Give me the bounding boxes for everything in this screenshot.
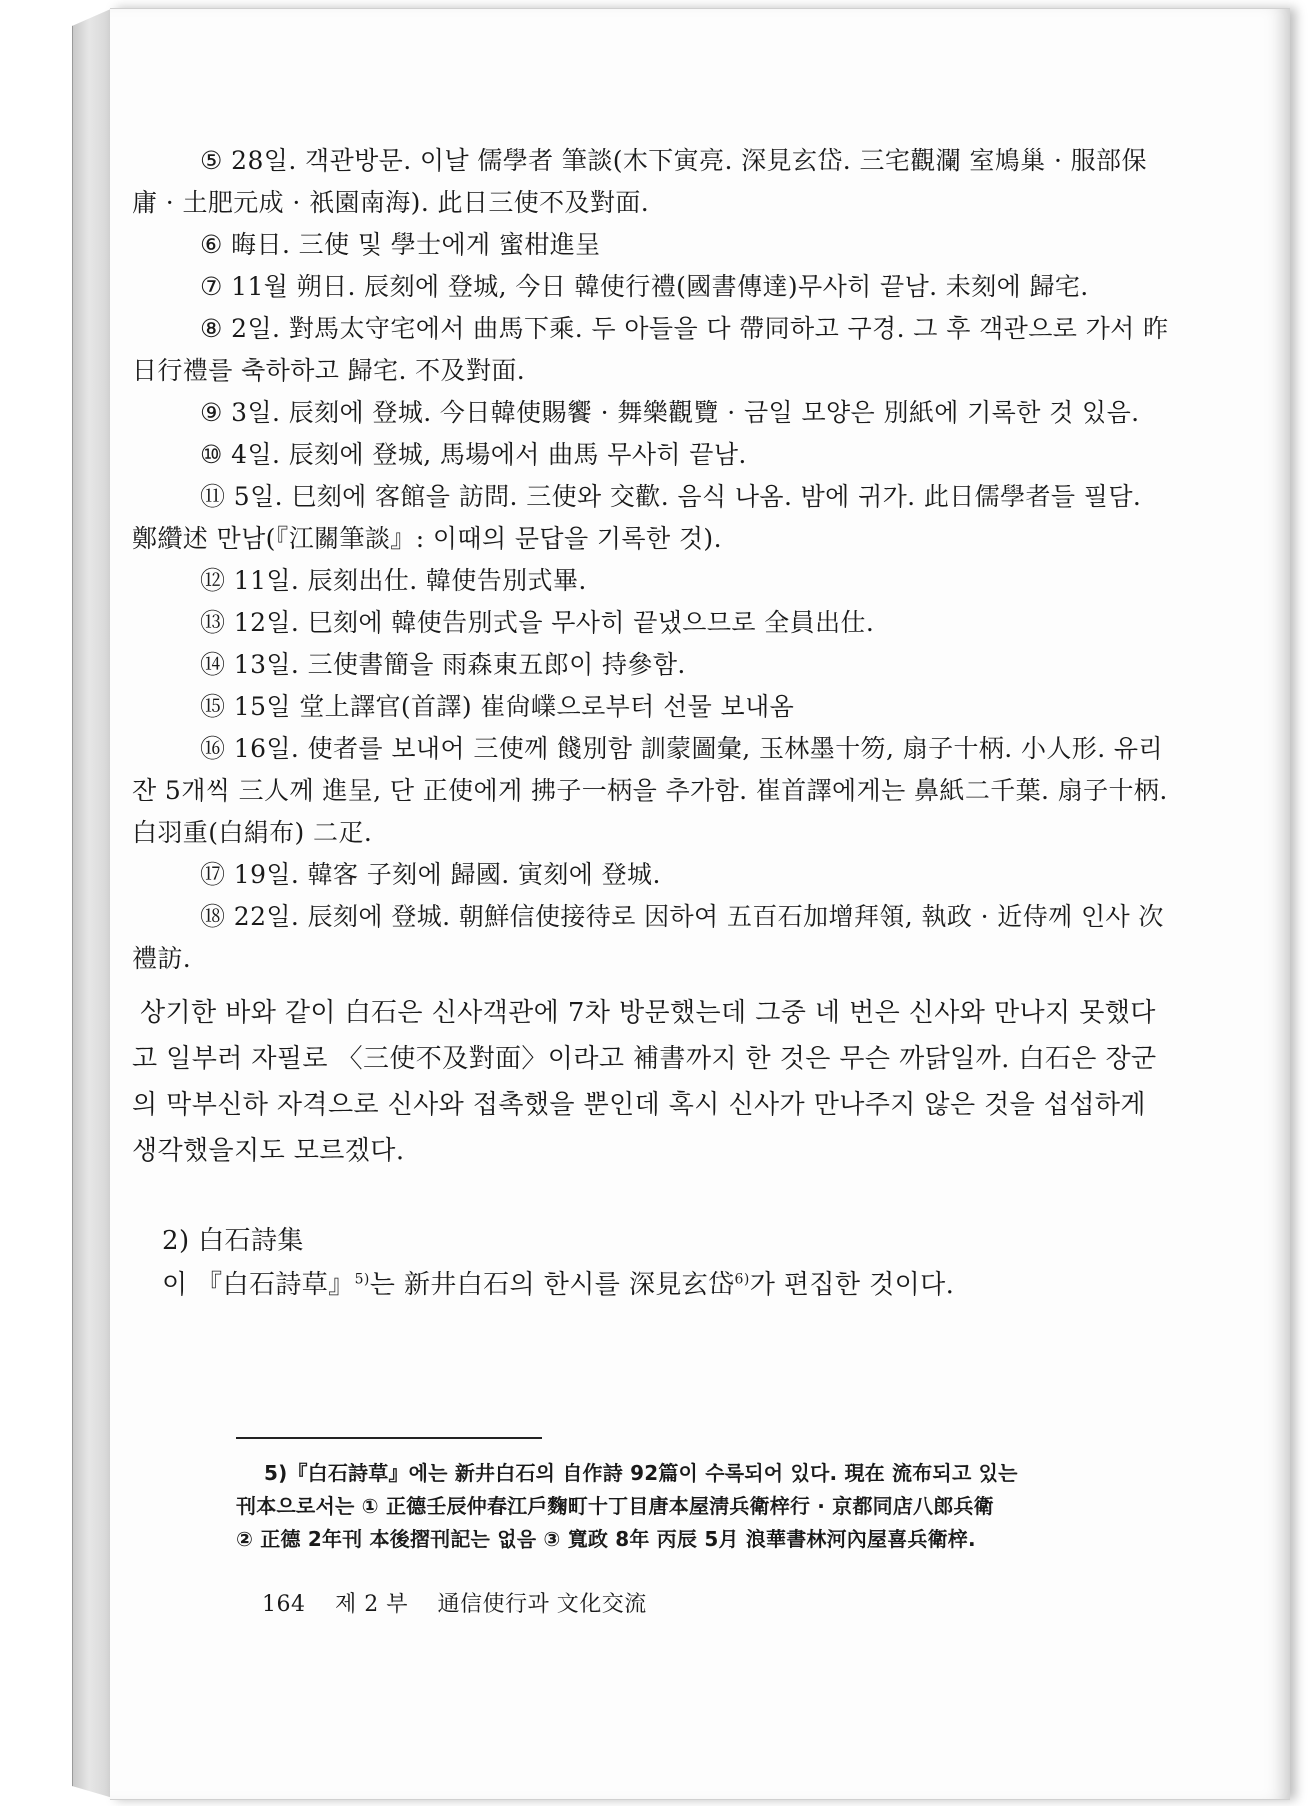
entry-text: 13일. 三使書簡을 雨森東五郎이 持參함. [233,650,686,679]
entry-number: ⑰ [200,860,226,889]
footnote-ref-5: 5) [354,1271,370,1288]
footnote-divider [236,1437,542,1439]
entry-text: 11월 朔日. 辰刻에 登城, 今日 韓使行禮(國書傳達)무사히 끝남. 未刻에 歸宅. [231,272,1089,301]
entry-text: 2일. 對馬太守宅에서 曲馬下乘. 두 아들을 다 帶同하고 구경. 그 후 객관으로 가서 昨日行禮를 축하하고 歸宅. 不及對面. [132,314,1169,385]
entry-number: ⑫ [200,566,226,595]
part-title: 通信使行과 文化交流 [437,1592,647,1617]
page-content [132,140,1172,1308]
section-text-after: 가 편집한 것이다. [749,1270,955,1300]
diary-entry [132,392,1172,434]
diary-entry [132,644,1172,686]
entry-number: ⑭ [200,650,226,679]
footnote [236,1457,1186,1556]
diary-entry [132,686,1172,728]
entry-number: ⑧ [200,314,223,343]
entry-text: 3일. 辰刻에 登城. 今日韓使賜饗 · 舞樂觀覽 · 금일 모양은 別紙에 기록한 것 있음. [231,398,1140,427]
diary-entry [132,266,1172,308]
footnote-ref-6: 6) [734,1271,750,1288]
diary-list [132,140,1172,980]
entry-number: ⑥ [200,230,223,259]
entry-number: ⑨ [200,398,223,427]
diary-entry [132,224,1172,266]
page-number: 164 [262,1592,306,1617]
footnote-line: 刊本으로서는 ① 正德壬辰仲春江戶麴町十丁目唐本屋淸兵衛梓行 · 京都同店八郎兵衛 [236,1494,994,1518]
entry-text: 16일. 使者를 보내어 三使께 餞別함 訓蒙圖彙, 玉林墨十笏, 扇子十柄. 小人形. 유리잔 5개씩 三人께 進呈, 단 正使에게 拂子一柄을 추가함. 崔首譯에게는 鼻紙二千葉. 扇子十柄. 白羽重(白絹布) 二疋. [132,734,1168,847]
entry-number: ⑮ [200,692,226,721]
entry-text: 4일. 辰刻에 登城, 馬場에서 曲馬 무사히 끝남. [231,440,747,469]
entry-number: ⑬ [200,608,226,637]
entry-number: ⑯ [200,734,226,763]
diary-entry [132,434,1172,476]
diary-entry [132,896,1172,980]
entry-text: 28일. 객관방문. 이날 儒學者 筆談(木下寅亮. 深見玄岱. 三宅觀瀾 室鳩巢 · 服部保庸 · 土肥元成 · 祇園南海). 此日三使不及對面. [132,146,1147,217]
entry-text: 12일. 巳刻에 韓使告別式을 무사히 끝냈으므로 全員出仕. [233,608,875,637]
diary-entry [132,728,1172,854]
book-spine [72,8,113,1798]
diary-entry [132,560,1172,602]
entry-number: ⑦ [200,272,223,301]
entry-number: ⑤ [200,146,223,175]
diary-entry [132,140,1172,224]
footnote-line: ② 正德 2年刊 本後摺刊記는 없음 ③ 寬政 8年 丙辰 5月 浪華書林河內屋喜兵衛梓. [236,1527,976,1551]
diary-entry [132,602,1172,644]
diary-entry [132,476,1172,560]
section-text-before: 이 『白石詩草』 [162,1270,355,1300]
entry-text: 19일. 韓客 子刻에 歸國. 寅刻에 登城. [233,860,661,889]
body-paragraph: 상기한 바와 같이 白石은 신사객관에 7차 방문했는데 그중 네 번은 신사와 만나지 못했다고 일부러 자필로 〈三使不及對面〉이라고 補書까지 한 것은 무슨 까닭일까. 白石은 장군의 막부신하 자격으로 신사와 접촉했을 뿐인데 혹시 신사가 만나주지 않은 것을 섭섭하게 생각했을지도 모르겠다. [132,998,1157,1166]
entry-number: ⑱ [200,902,226,931]
section-text [132,1262,1172,1308]
part-label: 제 2 부 [335,1592,408,1617]
diary-entry [132,308,1172,392]
page-footer [262,1587,669,1618]
entry-text: 22일. 辰刻에 登城. 朝鮮信使接待로 因하여 五百石加增拜領, 執政 · 近侍께 인사 次 禮訪. [132,902,1164,973]
diary-entry [132,854,1172,896]
entry-number: ⑪ [200,482,226,511]
footnote-line: 5)『白石詩草』에는 新井白石의 自作詩 92篇이 수록되어 있다. 現在 流布되고 있는 [264,1461,1018,1485]
entry-text: 5일. 巳刻에 客館을 訪問. 三使와 交歡. 음식 나옴. 밤에 귀가. 此日儒學者들 필담. 鄭纘述 만남(『江關筆談』: 이때의 문답을 기록한 것). [132,482,1142,553]
entry-text: 11일. 辰刻出仕. 韓使告別式畢. [233,566,587,595]
entry-text: 15일 堂上譯官(首譯) 崔尙嶫으로부터 선물 보내옴 [233,692,795,721]
section-text-mid: 는 新井白石의 한시를 深見玄岱 [369,1270,735,1300]
entry-text: 晦日. 三使 및 學士에게 蜜柑進呈 [231,230,601,259]
entry-number: ⑩ [200,440,223,469]
section-heading: 2) 白石詩集 [162,1226,304,1256]
